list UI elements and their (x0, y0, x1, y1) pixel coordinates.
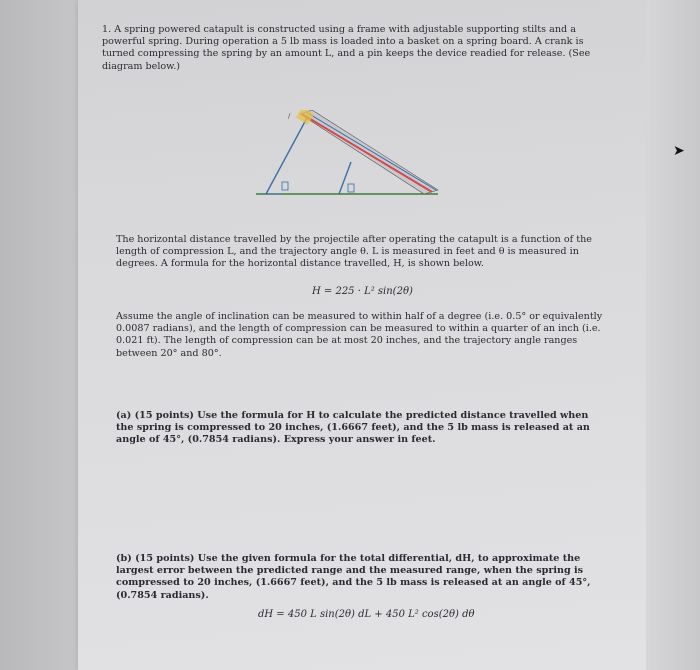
problem-intro-text: A spring powered catapult is constructed using a frame with adjustable supporting stilts and a powerful spring. During operation a 5 lb mass is loaded into a basket on a spring board. A crank is turned compressing the spring by an amount L, and a pin keeps the device readied for release. (See diagram below.) (102, 24, 591, 72)
problem-assumptions: Assume the angle of inclination can be measured to within half of a degree (i.e. 0.5° or equivalently 0.0087 radians), and the length of compression can be measured to within a quarter of an inch (i.e. 0.021 ft). The length of compression can be at most 20 inches, and the trajectory angle ranges between 20° and 80°. (116, 311, 603, 359)
problem-description: The horizontal distance travelled by the projectile after operating the catapult is a function of the length of compression L, and the trajectory angle θ. L is measured in feet and θ is measured in degrees. A formula for the horizontal distance travelled, H, is shown below. (116, 234, 592, 270)
angle-marker-2 (348, 184, 354, 192)
catapult-diagram (256, 110, 456, 196)
range-formula: H = 225 · L² sin(2θ) (312, 286, 413, 297)
background-right (646, 0, 700, 670)
angle-marker (282, 182, 288, 190)
part-a-question: (a) (15 points) Use the formula for H to calculate the predicted distance travelled when the spring is compressed to 20 inches, (1.6667 feet), and the 5 lb mass is released at an angle of 45°, (0.7854 radians). Express your answer in feet. (116, 410, 590, 446)
launch-rail (300, 110, 438, 194)
differential-formula: dH = 450 L sin(2θ) dL + 450 L² cos(2θ) dθ (258, 609, 475, 620)
background-left (0, 0, 80, 670)
part-b-question: (b) (15 points) Use the given formula for the total differential, dH, to approximate the largest error between the predicted range and the measured range, when the spring is compressed to 20 inches, (1.6667 feet), and the 5 lb mass is released at an angle of 45°, (0.7854 radians). (116, 553, 591, 601)
diagram-mark: / (288, 112, 291, 120)
front-stilt (339, 162, 351, 194)
problem-number: 1. (102, 24, 112, 35)
rail-edge (306, 112, 436, 190)
problem-intro (102, 24, 612, 73)
arrow-cursor-icon: ➤ (673, 143, 685, 159)
spring (302, 114, 432, 192)
